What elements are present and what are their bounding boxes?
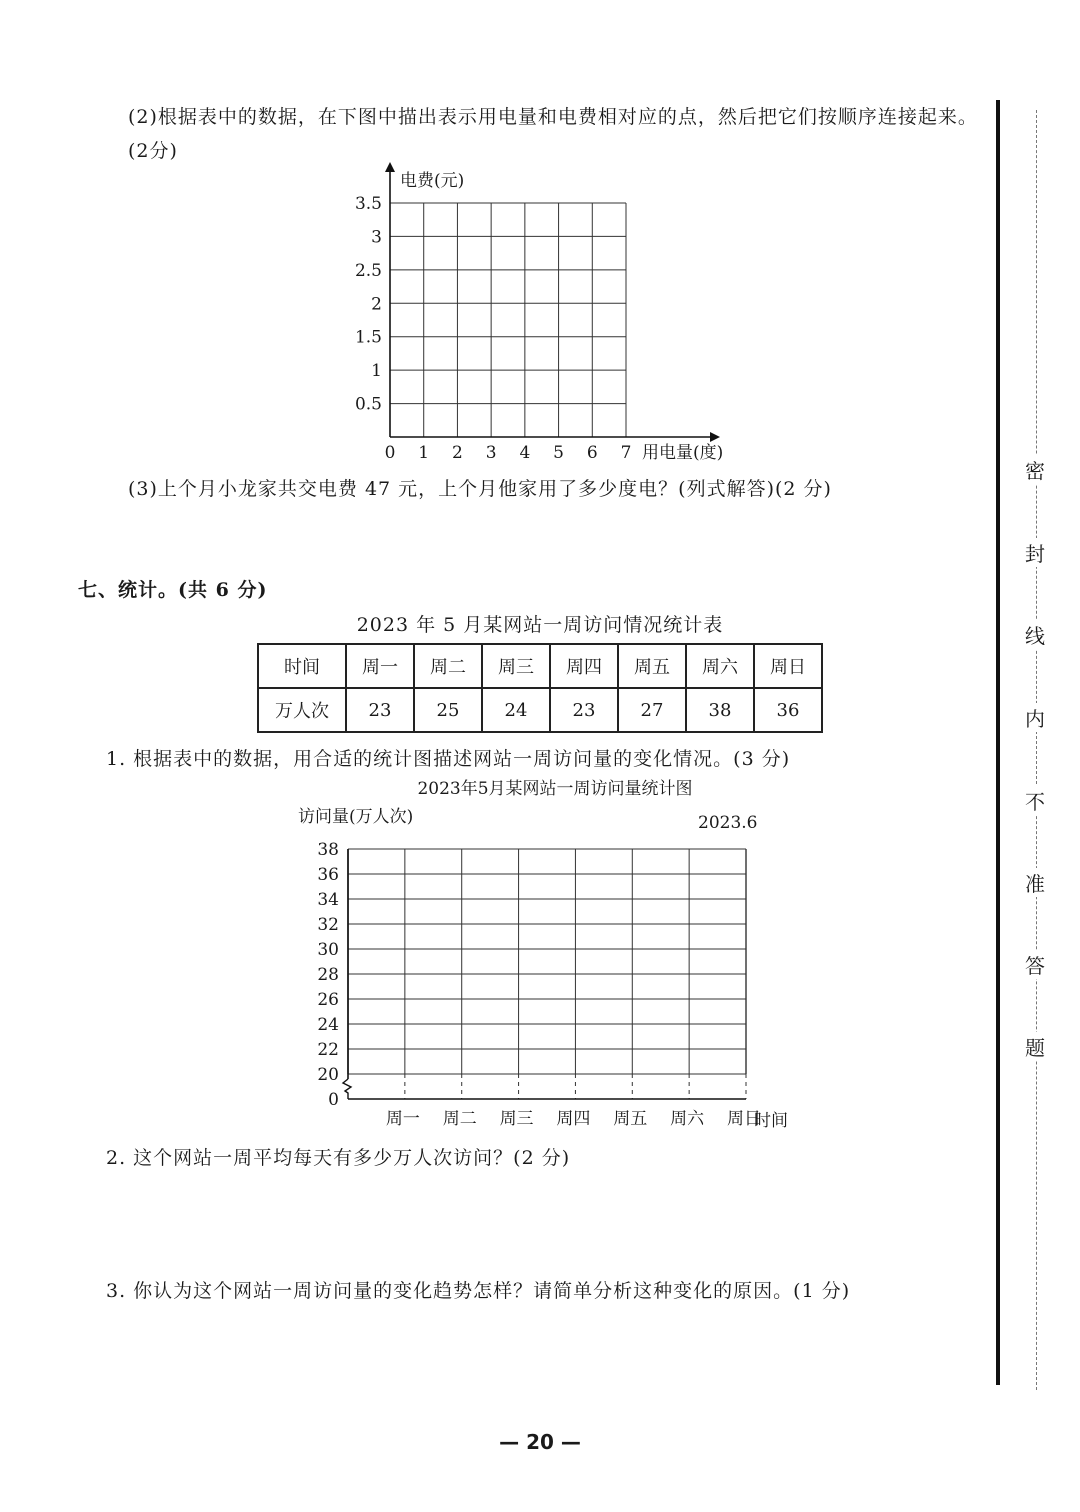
electricity-chart-axes [385,162,720,442]
table-header-cell: 周六 [686,644,754,688]
y-tick-label: 3 [371,227,382,248]
y-tick-label: 28 [317,965,339,985]
x-tick-label: 周四 [556,1109,591,1129]
seal-char: 不 [1025,786,1045,815]
x-tick-label: 2 [452,443,463,463]
visits-chart [290,772,810,1134]
table-header-cell: 周三 [482,644,550,688]
table-header-cell: 周四 [550,644,618,688]
stat-table-title: 2023 年 5 月某网站一周访问情况统计表 [356,614,724,636]
visits-chart-date: 2023.6 [698,813,758,833]
x-tick-label: 0 [384,443,396,463]
x-tick-label: 7 [620,443,632,463]
table-row-label: 万人次 [258,688,346,732]
y-tick-label: 1.5 [354,327,382,348]
y-axis-arrow [385,162,395,172]
table-row [258,688,822,732]
x-tick-label: 3 [485,443,497,463]
question-6-2-text: (2)根据表中的数据，在下图中描出表示用电量和电费相对应的点，然后把它们按顺序连接起来。(2分) [128,106,978,162]
x-tick-label: 6 [586,443,598,463]
y-tick-label: 1 [371,361,382,382]
electricity-chart-grid [390,203,626,437]
y-tick-label: 32 [317,915,339,935]
x-tick-label: 周二 [442,1109,477,1129]
x-tick-label: 周六 [670,1109,705,1129]
electricity-chart-y-label: 电费(元) [400,171,465,191]
y-tick-label: 22 [317,1040,339,1060]
axis-break-mark [343,1079,351,1099]
section-7-heading: 七、统计。(共 6 分) [78,579,268,601]
seal-char: 封 [1025,538,1045,567]
visit-stat-table [257,643,823,733]
visits-chart-grid [348,849,746,1099]
seal-char: 答 [1025,950,1045,979]
seal-char: 准 [1025,868,1045,897]
x-tick-label: 周一 [385,1109,420,1129]
seal-char: 题 [1025,1032,1045,1061]
table-cell: 38 [686,688,754,732]
y-tick-label: 34 [317,890,339,910]
visits-chart-y-label: 访问量(万人次) [298,807,414,827]
x-tick-label: 5 [553,443,564,463]
y-tick-label: 2 [371,294,382,315]
y-tick-label: 2.5 [354,260,382,281]
electricity-chart [340,160,760,470]
page-number: — 20 — [499,1430,581,1454]
seal-dashed-line [1036,110,1037,1390]
x-tick-label: 4 [519,443,531,463]
question-7-1-text: 1. 根据表中的数据，用合适的统计图描述网站一周访问量的变化情况。(3 分) [106,748,791,770]
table-header-cell: 周日 [754,644,822,688]
y-tick-label: 38 [317,840,339,860]
y-tick-label: 36 [317,865,339,885]
table-cell: 24 [482,688,550,732]
y-tick-label: 0 [328,1090,339,1110]
table-header-row [258,644,822,688]
margin-rule [996,100,1000,1385]
y-tick-label: 20 [317,1065,339,1085]
y-tick-label: 3.5 [354,194,382,214]
table-cell: 36 [754,688,822,732]
seal-char: 内 [1025,703,1045,732]
y-tick-label: 0.5 [354,394,382,415]
table-cell: 23 [346,688,414,732]
x-tick-label: 周三 [499,1109,534,1129]
question-7-2-text: 2. 这个网站一周平均每天有多少万人次访问？(2 分) [106,1147,571,1169]
table-header-cell: 周一 [346,644,414,688]
x-tick-label: 1 [418,443,430,463]
question-7-3-text: 3. 你认为这个网站一周访问量的变化趋势怎样？请简单分析这种变化的原因。(1 分) [106,1280,851,1302]
x-axis-arrow [710,432,720,442]
table-header-cell: 周五 [618,644,686,688]
x-tick-label: 周日 [727,1109,761,1129]
visits-chart-x-label: 时间 [754,1111,788,1131]
table-cell: 27 [618,688,686,732]
visits-chart-title: 2023年5月某网站一周访问量统计图 [417,779,693,799]
y-tick-label: 26 [317,990,339,1010]
y-tick-label: 24 [317,1015,339,1035]
table-header-cell: 时间 [258,644,346,688]
seal-char: 线 [1025,620,1045,649]
electricity-chart-x-label: 用电量(度) [642,443,724,463]
table-header-cell: 周二 [414,644,482,688]
seal-char: 密 [1025,455,1045,484]
y-tick-label: 30 [317,940,339,960]
question-6-3-text: (3)上个月小龙家共交电费 47 元，上个月他家用了多少度电？(列式解答)(2 分) [128,478,832,500]
table-cell: 23 [550,688,618,732]
x-tick-label: 周五 [613,1109,648,1129]
table-cell: 25 [414,688,482,732]
